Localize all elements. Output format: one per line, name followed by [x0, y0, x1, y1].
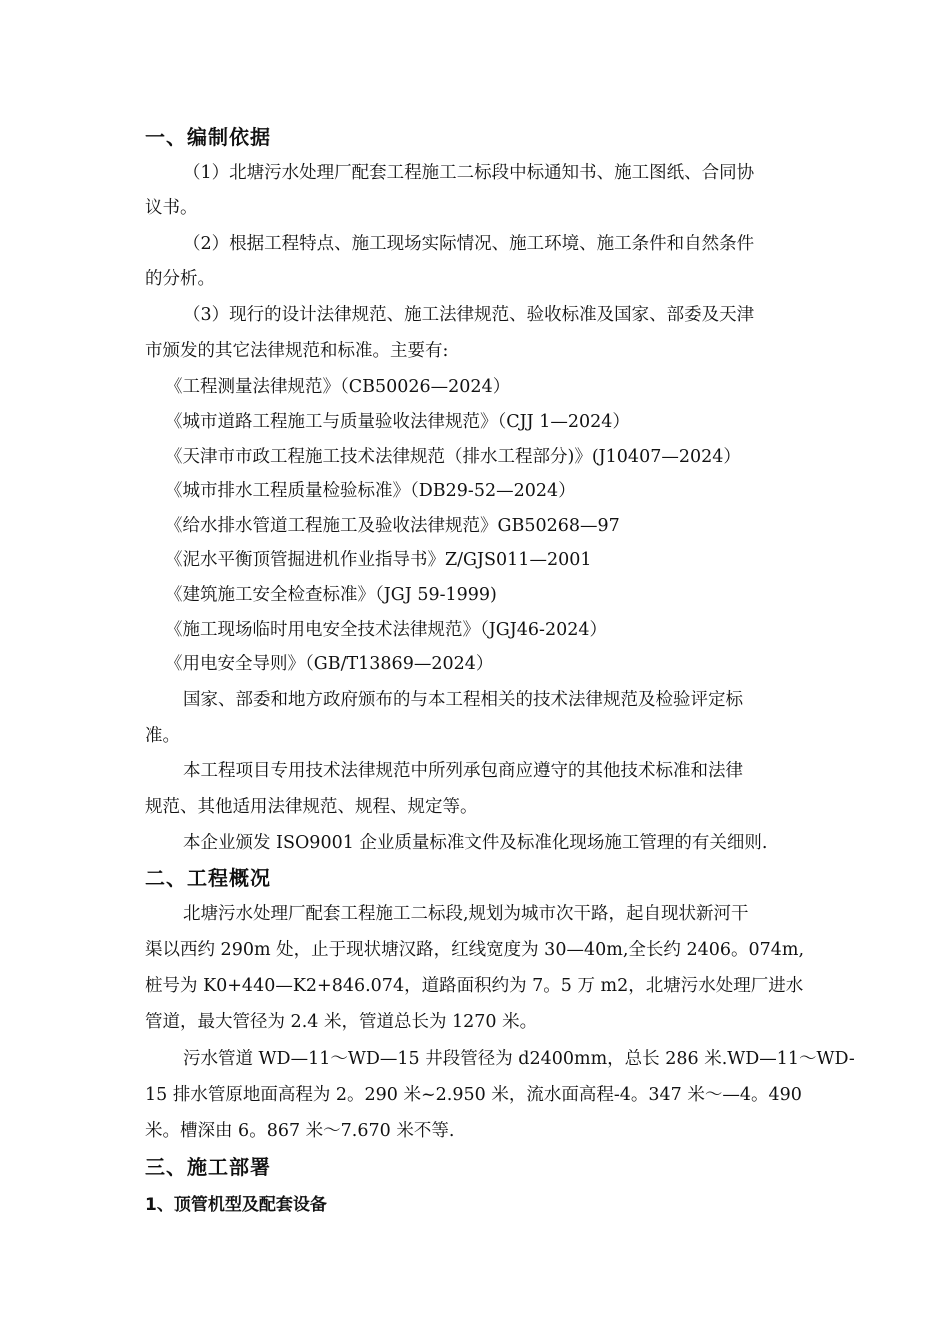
paragraph-line: 米。槽深由 6。867 米～7.670 米不等.: [145, 1121, 455, 1141]
paragraph-line: （2）根据工程特点、施工现场实际情况、施工环境、施工条件和自然条件: [183, 234, 755, 254]
standard-item: 《工程测量法律规范》（CB50026—2024）: [165, 377, 511, 397]
paragraph-line: 污水管道 WD—11～WD—15 井段管径为 d2400mm，总长 286 米.WD—11～WD-: [183, 1049, 855, 1069]
standard-item: 《城市排水工程质量检验标准》（DB29-52—2024）: [165, 481, 576, 501]
paragraph-line: （3）现行的设计法律规范、施工法律规范、验收标准及国家、部委及天津: [183, 305, 755, 325]
paragraph-line: 国家、部委和地方政府颁布的与本工程相关的技术法律规范及检验评定标: [183, 690, 743, 710]
standard-item: 《给水排水管道工程施工及验收法律规范》GB50268—97: [165, 516, 620, 536]
standard-item: 《天津市市政工程施工技术法律规范（排水工程部分)》(J10407—2024）: [165, 447, 741, 467]
paragraph-line: 准。: [145, 726, 180, 746]
standard-item: 《城市道路工程施工与质量验收法律规范》（CJJ 1—2024）: [165, 412, 630, 432]
paragraph-line: 规范、其他适用法律规范、规程、规定等。: [145, 797, 478, 817]
section-heading-deployment: 三、施工部署: [145, 1155, 271, 1179]
paragraph-line: 15 排水管原地面高程为 2。290 米~2.950 米，流水面高程-4。347 米～—4。490: [145, 1085, 802, 1105]
section-heading-overview: 二、工程概况: [145, 866, 271, 890]
standard-item: 《泥水平衡顶管掘进机作业指导书》Z/GJS011—2001: [165, 550, 592, 570]
standard-item: 《用电安全导则》（GB/T13869—2024）: [165, 654, 494, 674]
paragraph-line: 的分析。: [145, 269, 215, 289]
standard-item: 《建筑施工安全检查标准》（JGJ 59-1999): [165, 585, 497, 605]
paragraph-line: 市颁发的其它法律规范和标准。主要有:: [145, 341, 449, 361]
paragraph-line: 渠以西约 290m 处，止于现状塘汉路，红线宽度为 30—40m,全长约 2406。074m,: [145, 940, 805, 960]
paragraph-line: （1）北塘污水处理厂配套工程施工二标段中标通知书、施工图纸、合同协: [183, 163, 755, 183]
paragraph-line: 本企业颁发 ISO9001 企业质量标准文件及标准化现场施工管理的有关细则.: [183, 833, 768, 853]
paragraph-line: 北塘污水处理厂配套工程施工二标段,规划为城市次干路，起自现状新河干: [183, 904, 749, 924]
paragraph-line: 议书。: [145, 198, 198, 218]
standard-item: 《施工现场临时用电安全技术法律规范》（JGJ46-2024）: [165, 620, 607, 640]
section-heading-basis: 一、编制依据: [145, 125, 271, 149]
paragraph-line: 桩号为 K0+440—K2+846.074，道路面积约为 7。5 万 m2，北塘污水处理厂进水: [145, 976, 804, 996]
subsection-heading-equipment: 1、顶管机型及配套设备: [145, 1195, 327, 1215]
paragraph-line: 管道，最大管径为 2.4 米，管道总长为 1270 米。: [145, 1012, 538, 1032]
paragraph-line: 本工程项目专用技术法律规范中所列承包商应遵守的其他技术标准和法律: [183, 761, 743, 781]
